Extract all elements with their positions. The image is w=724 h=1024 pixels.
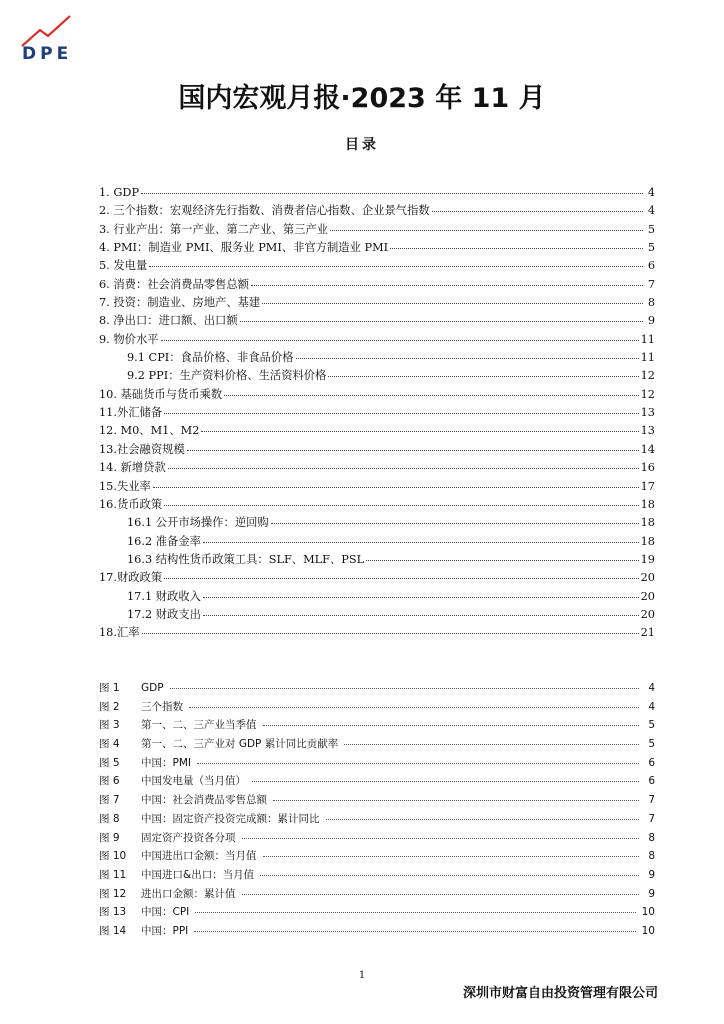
figure-entry-label: 中国：CPI <box>141 906 190 919</box>
toc-entry-label: 9. 物价水平 <box>99 332 159 346</box>
toc-entry-page: 7 <box>647 277 655 291</box>
dot-leader <box>164 413 638 414</box>
dot-leader <box>366 560 638 561</box>
toc-entry-page: 8 <box>647 296 655 310</box>
figure-entry-number: 图 2 <box>99 700 120 713</box>
figure-entry[interactable] <box>99 810 655 829</box>
logo-trend-line <box>22 16 70 46</box>
figure-entry[interactable] <box>99 772 655 791</box>
dot-leader <box>141 193 643 194</box>
toc-entry-page: 16 <box>640 461 655 475</box>
figure-entry-label: 固定资产投资各分项 <box>141 831 236 844</box>
dot-leader <box>168 468 639 469</box>
dot-leader <box>242 894 640 895</box>
figure-entry-label: 中国：固定资产投资完成额：累计同比 <box>141 812 320 825</box>
dot-leader <box>432 211 643 212</box>
toc-entry-page: 20 <box>640 571 655 585</box>
toc-entry-label: 17.2 财政支出 <box>127 607 201 621</box>
figure-entry-number: 图 11 <box>99 868 127 881</box>
figure-entry-label: 第一、二、三产业对 GDP 累计同比贡献率 <box>141 738 339 751</box>
figure-entry[interactable] <box>99 866 655 885</box>
figure-entry-label: 三个指数 <box>141 700 183 713</box>
dot-leader <box>328 376 638 377</box>
figure-entry-label: 中国：社会消费品零售总额 <box>141 794 267 807</box>
toc-entry-label: 10. 基础货币与货币乘数 <box>99 387 223 401</box>
toc-entry[interactable] <box>99 294 655 312</box>
toc-entry-label: 16.1 公开市场操作：逆回购 <box>127 516 269 530</box>
dot-leader <box>251 285 643 286</box>
figure-entry-number: 图 1 <box>99 682 120 694</box>
toc-entry[interactable] <box>99 386 655 404</box>
toc-entry[interactable] <box>99 606 655 624</box>
figure-entry-page: 8 <box>648 850 655 863</box>
toc-entry-label: 3. 行业产出：第一产业、第二产业、第三产业 <box>99 222 329 236</box>
toc-entry-label: 5. 发电量 <box>99 259 148 273</box>
figure-entry-label: 第一、二、三产业当季值 <box>141 719 257 732</box>
dot-leader <box>252 781 639 782</box>
toc-entry[interactable] <box>99 496 655 514</box>
figure-entry-label: 中国发电量（当月值） <box>141 775 246 788</box>
figure-entry-number: 图 7 <box>99 794 120 807</box>
figure-entry-page: 8 <box>648 831 655 844</box>
figure-entry-page: 5 <box>648 719 655 732</box>
toc-entry[interactable] <box>99 514 655 532</box>
logo-text: DPE <box>22 44 73 64</box>
toc-entry-label: 16.2 准备金率 <box>127 534 201 548</box>
figure-entry-number: 图 9 <box>99 831 120 844</box>
figure-entry[interactable] <box>99 885 655 904</box>
toc-entry[interactable] <box>99 349 655 367</box>
toc-entry-label: 16.3 结构性货币政策工具：SLF、MLF、PSL <box>127 552 365 566</box>
toc-entry-label: 15.失业率 <box>99 479 151 493</box>
dot-leader <box>263 725 640 726</box>
toc-entry-page: 17 <box>640 479 655 493</box>
toc-entry-label: 7. 投资：制造业、房地产、基建 <box>99 296 261 310</box>
toc-heading: 目录 <box>345 137 379 153</box>
figure-entry-page: 9 <box>648 868 655 881</box>
figure-entry-label: 中国进出口金额：当月值 <box>141 850 257 863</box>
toc-entry[interactable] <box>99 459 655 477</box>
toc-entry-label: 14. 新增贷款 <box>99 461 166 475</box>
toc-entry[interactable] <box>99 569 655 587</box>
toc-entry-label: 4. PMI：制造业 PMI、服务业 PMI、非官方制造业 PMI <box>99 241 389 255</box>
toc-entry[interactable] <box>99 239 655 257</box>
dot-leader <box>161 340 639 341</box>
toc-entry[interactable] <box>99 367 655 385</box>
dot-leader <box>197 763 639 764</box>
toc-entry-page: 20 <box>640 589 655 603</box>
figure-entry[interactable] <box>99 754 655 773</box>
toc-entry-label: 2. 三个指数：宏观经济先行指数、消费者信心指数、企业景气指数 <box>99 204 430 218</box>
toc-entry-page: 6 <box>647 259 655 273</box>
dot-leader <box>194 931 635 932</box>
dot-leader <box>260 875 639 876</box>
toc-entry[interactable] <box>99 533 655 551</box>
toc-entry[interactable] <box>99 276 655 294</box>
figure-entry-number: 图 10 <box>99 850 127 863</box>
toc-entry-page: 5 <box>647 222 655 236</box>
toc-entry-label: 9.2 PPI：生产资料价格、生活资料价格 <box>127 369 327 383</box>
toc-entry[interactable] <box>99 221 655 239</box>
table-of-contents <box>99 184 655 643</box>
figure-entry-label: GDP <box>141 682 164 694</box>
figure-entry-number: 图 4 <box>99 738 120 751</box>
figure-entry-label: 进出口金额：累计值 <box>141 887 236 900</box>
page-number: 1 <box>358 970 366 981</box>
figure-entry-number: 图 8 <box>99 812 120 825</box>
toc-entry-label: 13.社会融资规模 <box>99 442 185 456</box>
toc-entry-page: 12 <box>640 369 655 383</box>
toc-entry-page: 4 <box>647 186 655 199</box>
toc-entry-page: 14 <box>640 442 655 456</box>
figure-entry-page: 10 <box>641 924 655 937</box>
dot-leader <box>195 912 635 913</box>
figure-entry[interactable] <box>99 679 655 698</box>
dot-leader <box>170 688 639 689</box>
dot-leader <box>242 838 640 839</box>
figure-entry-number: 图 12 <box>99 887 127 900</box>
dot-leader <box>189 707 639 708</box>
toc-entry[interactable] <box>99 184 655 202</box>
figure-entry-page: 7 <box>648 794 655 807</box>
dot-leader <box>164 578 638 579</box>
toc-entry[interactable] <box>99 404 655 422</box>
figure-entry-number: 图 5 <box>99 756 120 769</box>
figure-list <box>99 679 655 941</box>
figure-entry[interactable] <box>99 922 655 941</box>
figure-entry[interactable] <box>99 903 655 922</box>
figure-entry[interactable] <box>99 791 655 810</box>
toc-entry-label: 17.财政政策 <box>99 571 163 585</box>
toc-entry[interactable] <box>99 331 655 349</box>
figure-entry-number: 图 6 <box>99 775 120 788</box>
toc-entry-label: 18.汇率 <box>99 626 140 640</box>
dot-leader <box>203 597 639 598</box>
toc-entry[interactable] <box>99 257 655 275</box>
toc-entry[interactable] <box>99 312 655 330</box>
toc-entry-label: 9.1 CPI：食品价格、非食品价格 <box>127 351 294 365</box>
toc-entry[interactable] <box>99 202 655 220</box>
dot-leader <box>164 505 638 506</box>
figure-entry-page: 4 <box>648 682 655 694</box>
toc-entry-label: 17.1 财政收入 <box>127 589 201 603</box>
toc-entry-page: 12 <box>640 387 655 401</box>
figure-entry-page: 6 <box>648 775 655 788</box>
dot-leader <box>153 487 639 488</box>
dot-leader <box>149 266 643 267</box>
toc-entry-page: 18 <box>640 534 655 548</box>
figure-entry-number: 图 3 <box>99 719 120 732</box>
toc-entry-page: 19 <box>640 552 655 566</box>
toc-entry-page: 20 <box>640 607 655 621</box>
figure-entry-label: 中国进口&出口：当月值 <box>141 868 255 881</box>
toc-entry[interactable] <box>99 624 655 642</box>
figure-entry-page: 10 <box>641 906 655 919</box>
figure-entry[interactable] <box>99 735 655 754</box>
figure-entry-label: 中国：PMI <box>141 756 191 769</box>
toc-entry-page: 18 <box>640 497 655 511</box>
figure-entry-label: 中国：PPI <box>141 924 189 937</box>
dot-leader <box>344 744 639 745</box>
figure-entry-page: 4 <box>648 700 655 713</box>
toc-entry-page: 11 <box>640 351 655 365</box>
dot-leader <box>326 819 640 820</box>
dot-leader <box>224 395 638 396</box>
dot-leader <box>271 523 639 524</box>
figure-entry-page: 5 <box>648 738 655 751</box>
toc-entry-label: 11.外汇储备 <box>99 406 163 420</box>
dot-leader <box>203 615 639 616</box>
toc-entry-page: 4 <box>647 204 655 218</box>
toc-entry-page: 21 <box>640 626 655 640</box>
dot-leader <box>273 800 639 801</box>
toc-entry-label: 6. 消费：社会消费品零售总额 <box>99 277 249 291</box>
toc-entry-label: 12. M0、M1、M2 <box>99 424 200 438</box>
dot-leader <box>142 633 639 634</box>
toc-entry-page: 9 <box>647 314 655 328</box>
dot-leader <box>263 856 640 857</box>
toc-entry[interactable] <box>99 441 655 459</box>
dot-leader <box>330 230 643 231</box>
toc-entry[interactable] <box>99 422 655 440</box>
dot-leader <box>240 321 643 322</box>
toc-entry-label: 8. 净出口：进口额、出口额 <box>99 314 238 328</box>
toc-entry-page: 11 <box>640 332 655 346</box>
dot-leader <box>390 248 643 249</box>
toc-entry-page: 18 <box>640 516 655 530</box>
figure-entry-number: 图 13 <box>99 906 127 919</box>
figure-entry[interactable] <box>99 698 655 717</box>
toc-entry-label: 1. GDP <box>99 186 140 199</box>
dot-leader <box>201 431 638 432</box>
figure-entry-page: 6 <box>648 756 655 769</box>
toc-entry[interactable] <box>99 478 655 496</box>
company-name: 深圳市财富自由投资管理有限公司 <box>462 986 658 1001</box>
toc-entry-page: 13 <box>640 406 655 420</box>
page-title: 国内宏观月报·2023 年 11 月 <box>178 83 546 114</box>
figure-entry-page: 7 <box>648 812 655 825</box>
dot-leader <box>187 450 639 451</box>
figure-entry-number: 图 14 <box>99 924 127 937</box>
figure-entry-page: 9 <box>648 887 655 900</box>
figure-entry[interactable] <box>99 847 655 866</box>
figure-entry[interactable] <box>99 716 655 735</box>
dot-leader <box>262 303 643 304</box>
toc-entry-page: 13 <box>640 424 655 438</box>
figure-entry[interactable] <box>99 829 655 848</box>
dot-leader <box>296 358 639 359</box>
dot-leader <box>203 542 639 543</box>
toc-entry[interactable] <box>99 551 655 569</box>
toc-entry[interactable] <box>99 588 655 606</box>
toc-entry-label: 16.货币政策 <box>99 497 163 511</box>
toc-entry-page: 5 <box>647 241 655 255</box>
